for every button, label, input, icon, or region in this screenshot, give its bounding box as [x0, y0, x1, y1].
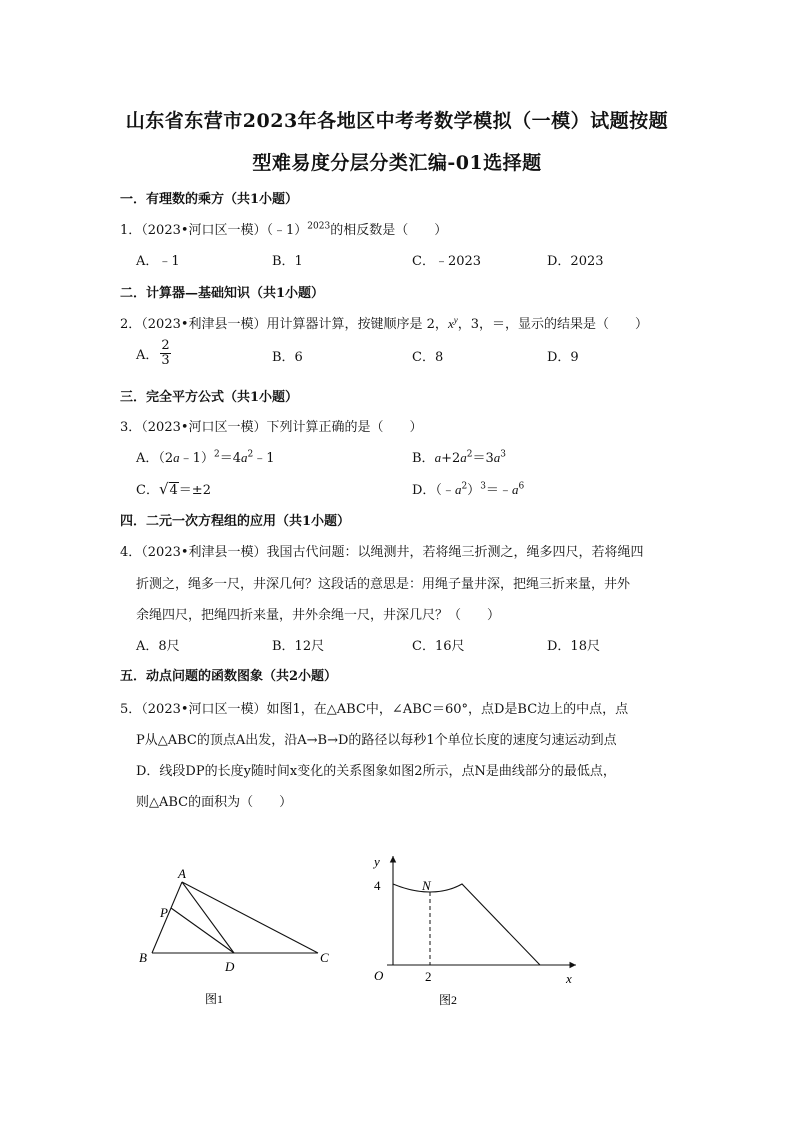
label-x-tick-2: 2 [425, 969, 432, 984]
question-5-line-2: P从△ABC的顶点A出发，沿A→B→D的路径以每秒1个单位长度的速度匀速运动到点 [136, 733, 617, 748]
label-y-tick-4: 4 [374, 878, 381, 893]
q3-option-a[interactable]: A．$(2a﹣1)^2=4a^2﹣1$ [136, 449, 275, 466]
q1-option-b[interactable]: B．1 [272, 254, 303, 269]
section-heading-4: 四．二元一次方程组的应用（共1小题） [120, 514, 351, 529]
label-b: B [139, 950, 147, 965]
function-curve [393, 884, 540, 965]
label-origin: O [374, 968, 384, 983]
q2-option-d[interactable]: D．9 [547, 350, 579, 365]
question-4-line-2: 折测之，绳多一尺，井深几何？这段话的意思是：用绳子量井深，把绳三折来量，井外 [136, 577, 631, 592]
q3-option-d[interactable]: D．$(﹣a^2)^3=﹣a^6$ [412, 481, 525, 498]
q4-option-b[interactable]: B．12尺 [272, 639, 325, 654]
segment-pd [171, 908, 234, 953]
label-p: P [160, 905, 168, 920]
q1-option-d[interactable]: D．2023 [547, 254, 604, 269]
figure-1-triangle [130, 865, 350, 1015]
q2-option-c[interactable]: C．8 [412, 350, 444, 365]
q4-option-c[interactable]: C．16尺 [412, 639, 465, 654]
question-5-line-1: 5．（2023•河口区一模）如图1，在△ABC中，∠ABC＝60°，点D是BC边上的中点，点 [120, 702, 629, 717]
q2-option-b[interactable]: B．6 [272, 350, 303, 365]
question-5-line-4: 则△ABC的面积为（ ） [136, 795, 293, 810]
label-n: N [422, 878, 431, 893]
q3-option-b[interactable]: B．$a+2a^2=3a^3$ [412, 449, 506, 466]
sqrt-sign: √ [158, 480, 169, 498]
question-3-stem: 3．（2023•河口区一模）下列计算正确的是（ ） [120, 420, 423, 435]
q1-option-a[interactable]: A．﹣1 [136, 254, 180, 269]
q2-option-a[interactable]: A． $\frac{2}{3}$ [136, 338, 170, 368]
page-title-line-1: 山东省东营市2023年各地区中考考数学模拟（一模）试题按题 [125, 110, 669, 132]
q3-option-c[interactable]: C．√4＝±2 [136, 480, 211, 498]
section-heading-2: 二．计算器—基础知识（共1小题） [120, 286, 325, 301]
question-4-line-1: 4．（2023•利津县一模）我国古代问题：以绳测井，若将绳三折测之，绳多四尺，若将绳四 [120, 545, 644, 560]
label-x: x [566, 971, 572, 986]
question-4-line-3: 余绳四尺，把绳四折来量，井外余绳一尺，井深几尺？（ ） [136, 608, 501, 623]
section-heading-1: 一．有理数的乘方（共1小题） [120, 192, 299, 207]
label-a: A [178, 866, 186, 881]
page-title-line-2: 型难易度分层分类汇编-01选择题 [252, 152, 542, 174]
label-d: D [225, 959, 235, 974]
figure-2-graph [362, 848, 592, 1013]
q4-option-d[interactable]: D．18尺 [547, 639, 600, 654]
figure-2-caption: 图2 [439, 993, 458, 1007]
section-heading-5: 五．动点问题的函数图象（共2小题） [120, 669, 338, 684]
label-c: C [320, 950, 329, 965]
segment-ac [182, 882, 318, 953]
section-heading-3: 三．完全平方公式（共1小题） [120, 390, 299, 405]
question-2-stem: 2．（2023•利津县一模）用计算器计算，按键顺序是 2，$x^y$，3，＝，显示的结果是（ ） [120, 314, 648, 332]
segment-ad [182, 882, 234, 953]
question-5-line-3: D．线段DP的长度y随时间x变化的关系图象如图2所示，点N是曲线部分的最低点， [136, 764, 616, 779]
q1-option-c[interactable]: C．﹣2023 [412, 254, 482, 269]
q4-option-a[interactable]: A．8尺 [136, 639, 180, 654]
question-1-stem: 1．（2023•河口区一模）（﹣1）$^{2023}$的相反数是（ ） [120, 221, 448, 238]
figure-1-caption: 图1 [205, 992, 224, 1006]
label-y: y [374, 854, 380, 869]
